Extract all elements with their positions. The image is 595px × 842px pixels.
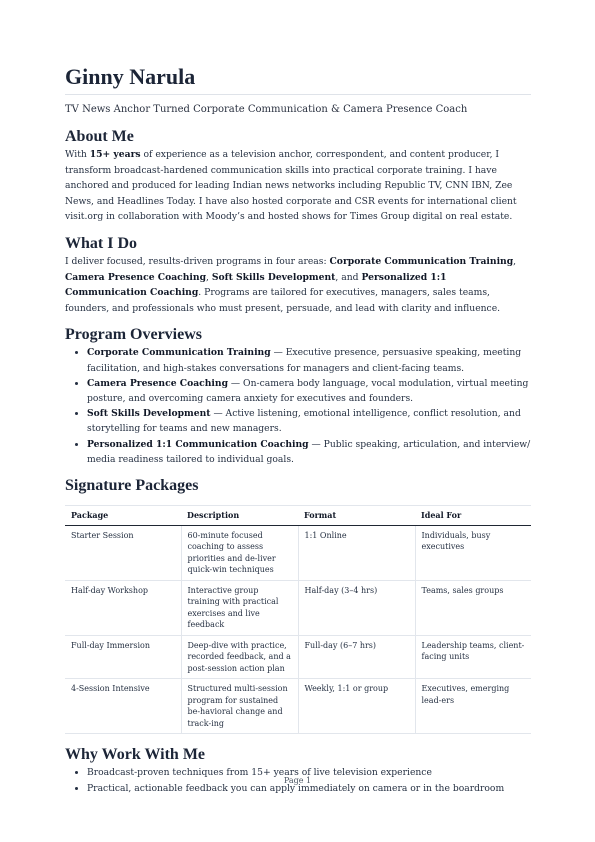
table-cell: Half-day Workshop	[65, 580, 181, 635]
packages-heading: Signature Packages	[65, 476, 199, 494]
table-cell: Executives, emerging lead-ers	[415, 679, 531, 734]
list-item: • Personalized 1:1 Communication Coaching — Public speaking, articulation, and interview/ media readiness tailored to individual goals.	[87, 437, 531, 467]
table-cell: 4-Session Intensive	[65, 679, 181, 734]
what-heading: What I Do	[65, 234, 138, 252]
table-cell: Leadership teams, client-facing units	[415, 635, 531, 679]
table-cell: Half-day (3–4 hrs)	[298, 580, 415, 635]
list-item: • Corporate Communication Training — Executive presence, persuasive speaking, meeting facilitation, and high-stakes conversations for managers and client-facing teams.	[87, 345, 531, 375]
table-header-row	[65, 506, 531, 526]
table-row	[65, 525, 531, 580]
table-cell: Full-day (6–7 hrs)	[298, 635, 415, 679]
table-cell: Starter Session	[65, 525, 181, 580]
list-item: • Practical, actionable feedback you can apply immediately on camera or in the boardroom	[87, 781, 531, 796]
column-header: Ideal For	[415, 506, 531, 526]
table-cell: Interactive group training with practical exercises and live feedback	[181, 580, 298, 635]
table-cell: Individuals, busy executives	[415, 525, 531, 580]
table-cell: Structured multi-session program for sustained be-havioral change and track-ing	[181, 679, 298, 734]
tagline: TV News Anchor Turned Corporate Communication & Camera Presence Coach	[65, 104, 468, 115]
table-row	[65, 580, 531, 635]
column-header: Package	[65, 506, 181, 526]
table-cell: Teams, sales groups	[415, 580, 531, 635]
table-row	[65, 679, 531, 734]
packages-table	[65, 506, 531, 735]
table-row	[65, 635, 531, 679]
what-paragraph: I deliver focused, results-driven programs in four areas: Corporate Communication Training, Camera Presence Coaching, Soft Skills Development, and Personalized 1:1 Communication Coaching. Programs are tailored for executives, managers, sales teams, founders, and professionals who must present, persuade, and lead with clarity and influence.	[65, 255, 517, 314]
resume-page	[65, 62, 531, 796]
column-header: Format	[298, 506, 415, 526]
about-paragraph: With 15+ years of experience as a television anchor, correspondent, and content producer, I transform broadcast-hardened communication skills into practical corporate training. I have anchored and produced for leading Indian news networks including Republic TV, CNN IBN, Zee News, and Headlines Today. I have also hosted corporate and CSR events for international client visit.org in collaboration with Moody’s and hosted shows for Times Group digital on real estate.	[65, 149, 517, 223]
list-item: • Soft Skills Development — Active listening, emotional intelligence, conflict resolution, and storytelling for teams and new managers.	[87, 406, 531, 436]
page-number: Page 1	[283, 776, 312, 785]
table-cell: 60-minute focused coaching to assess priorities and de-liver quick-win techniques	[181, 525, 298, 580]
packages-table-wrap	[65, 505, 531, 735]
program-list	[65, 345, 531, 467]
list-item: • Broadcast-proven techniques from 15+ years of live television experience	[87, 765, 531, 780]
why-heading: Why Work With Me	[65, 746, 206, 764]
table-cell: 1:1 Online	[298, 525, 415, 580]
table-cell: Weekly, 1:1 or group	[298, 679, 415, 734]
about-heading: About Me	[65, 128, 134, 145]
column-header: Description	[181, 506, 298, 526]
programs-heading: Program Overviews	[65, 326, 202, 344]
name-heading: Ginny Narula	[65, 62, 531, 95]
table-cell: Full-day Immersion	[65, 635, 181, 679]
table-cell: Deep-dive with practice, recorded feedback, and a post-session action plan	[181, 635, 298, 679]
list-item: • Camera Presence Coaching — On-camera body language, vocal modulation, virtual meeting posture, and overcoming camera anxiety for executives and founders.	[87, 376, 531, 406]
